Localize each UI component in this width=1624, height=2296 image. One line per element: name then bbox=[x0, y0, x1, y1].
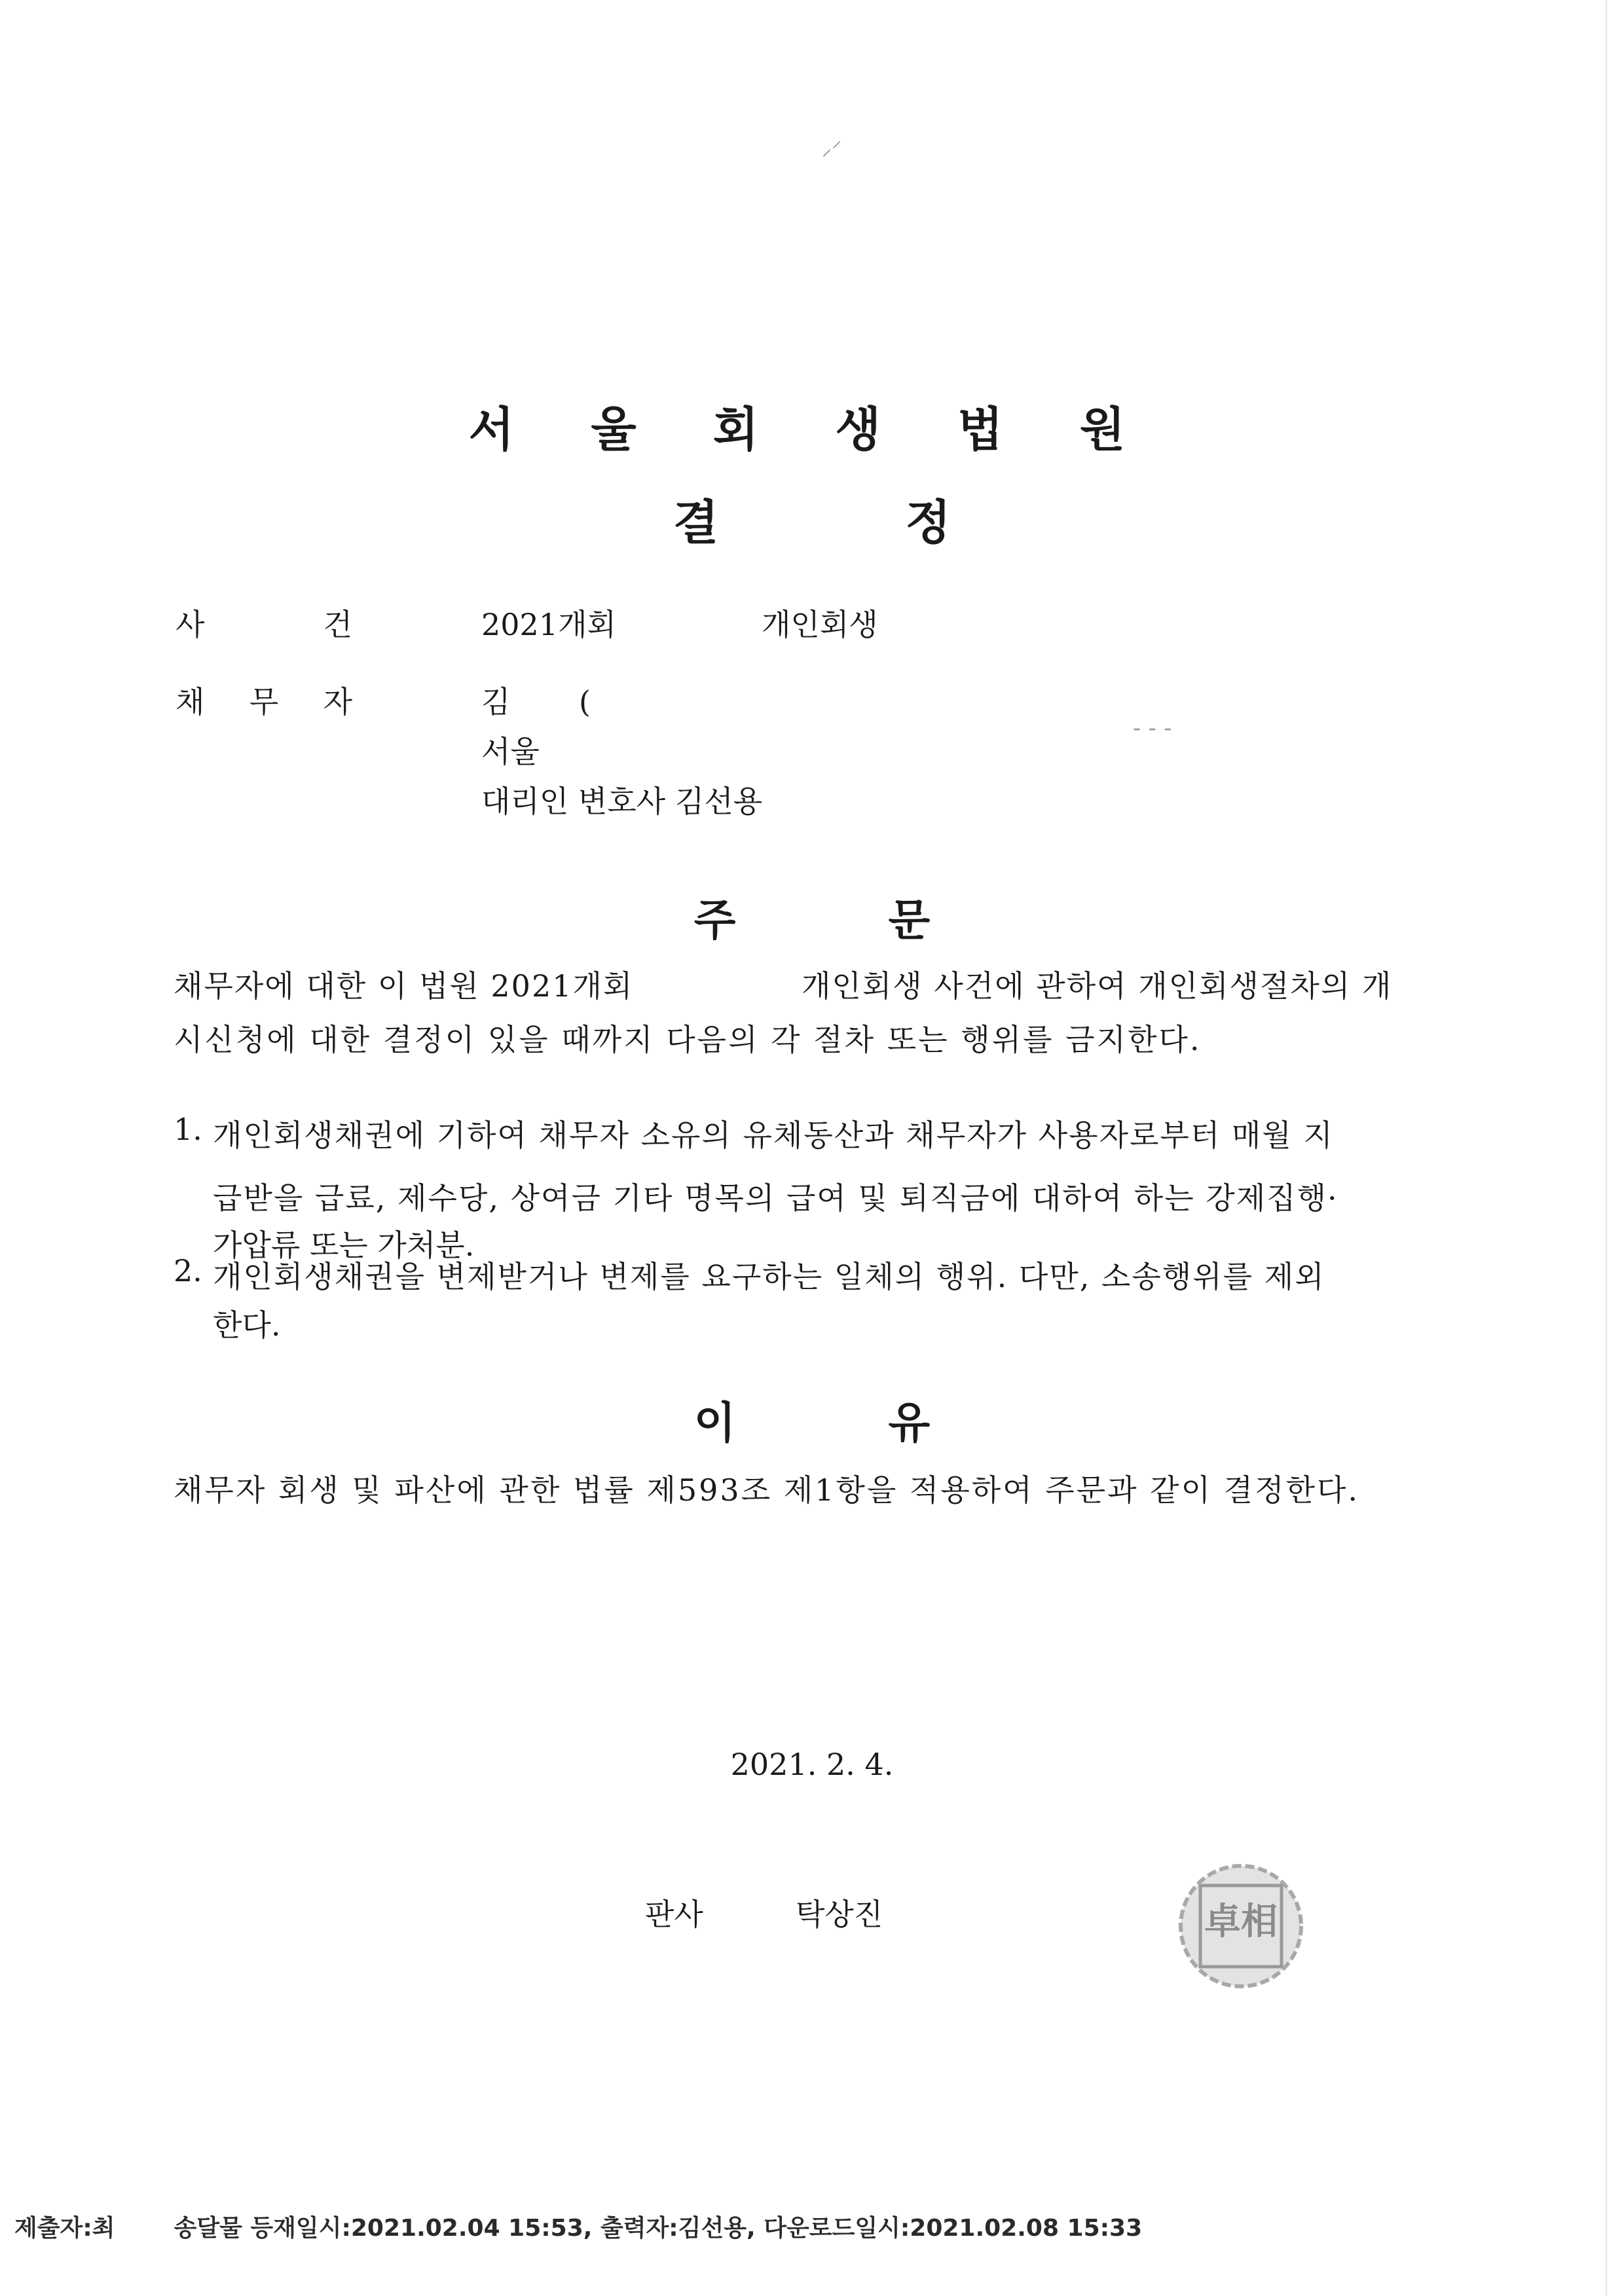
debtor-address: 서울 bbox=[481, 734, 540, 769]
debtor-name: 김 ( bbox=[481, 684, 591, 720]
order-item-1-line1: 개인회생채권에 기하여 채무자 소유의 유체동산과 채무자가 사용자로부터 매월 지 bbox=[213, 1118, 1334, 1153]
court-name: 서 울 회 생 법 원 bbox=[468, 402, 1156, 457]
order-item-number: 2. bbox=[174, 1253, 202, 1288]
redaction-artifact: ‐ ‐ ‐ bbox=[1133, 715, 1172, 742]
case-number: 2021개회 bbox=[481, 607, 616, 642]
judge-name: 탁상진 bbox=[796, 1897, 883, 1932]
case-type: 개인회생 bbox=[762, 607, 878, 642]
case-label: 사 건 bbox=[175, 607, 352, 642]
order-intro-line2: 시신청에 대한 결정이 있을 때까지 다음의 각 절차 또는 행위를 금지한다. bbox=[174, 1022, 1202, 1057]
order-item-1-line2: 급받을 급료, 제수당, 상여금 기타 명목의 급여 및 퇴직금에 대하여 하는 강제집행· bbox=[213, 1180, 1338, 1216]
reason-text: 채무자 회생 및 파산에 관한 법률 제593조 제1항을 적용하여 주문과 같이 결정한다. bbox=[174, 1472, 1360, 1508]
footer-metadata bbox=[14, 2210, 1142, 2243]
scan-edge-line bbox=[1606, 0, 1607, 2296]
debtor-label: 채 무 자 bbox=[175, 684, 352, 720]
order-heading: 주 문 bbox=[693, 895, 931, 945]
judge-title: 판사 bbox=[645, 1897, 703, 1932]
order-intro-part1: 채무자에 대한 이 법원 2021개회 bbox=[174, 968, 634, 1004]
footer-delivery: 송달물 등재일시:2021.02.04 15:53, 출력자:김선용, 다운로드일시:2021.02.08 15:33 bbox=[174, 2215, 1143, 2242]
order-item-2-line1: 개인회생채권을 변제받거나 변제를 요구하는 일체의 행위. 다만, 소송행위를 제외 bbox=[213, 1259, 1325, 1294]
scan-artifact: ⸝⸍ bbox=[822, 137, 841, 160]
order-item-number: 1. bbox=[174, 1112, 202, 1147]
order-item-2-line2: 한다. bbox=[213, 1307, 281, 1343]
order-item-1-line3: 가압류 또는 가처분. bbox=[213, 1228, 475, 1263]
order-intro-part2: 개인회생 사건에 관하여 개인회생절차의 개 bbox=[802, 968, 1393, 1004]
debtor-agent: 대리인 변호사 김선용 bbox=[481, 784, 763, 819]
footer-submitter: 제출자:최 bbox=[14, 2215, 115, 2242]
decision-date: 2021. 2. 4. bbox=[730, 1747, 894, 1782]
document-title: 결 정 bbox=[673, 495, 951, 550]
court-seal bbox=[1175, 1861, 1306, 1992]
reason-heading: 이 유 bbox=[693, 1398, 931, 1448]
svg-text:卓相: 卓相 bbox=[1204, 1900, 1278, 1943]
